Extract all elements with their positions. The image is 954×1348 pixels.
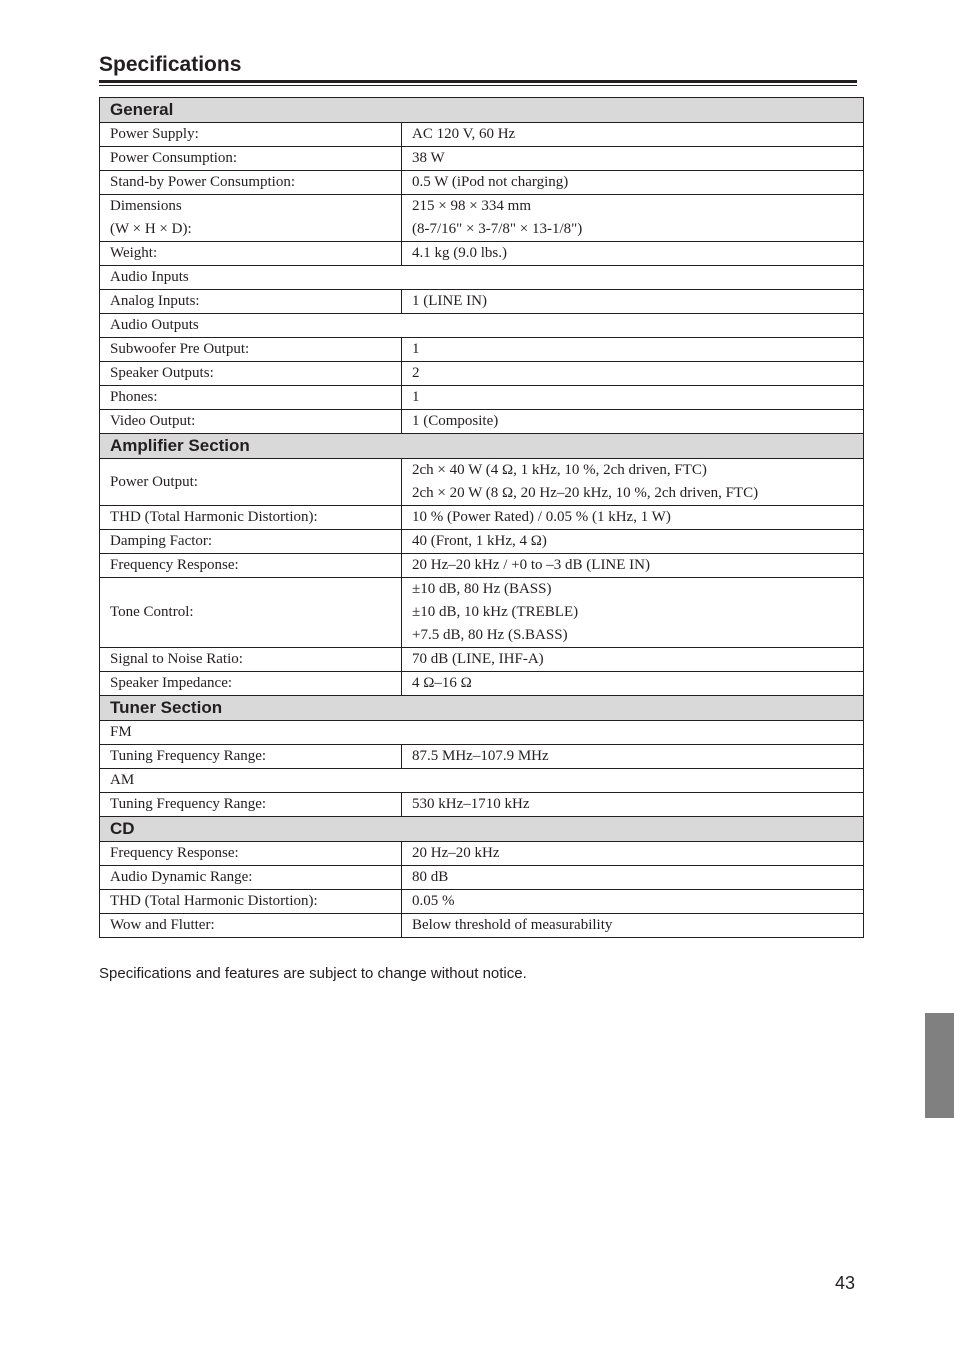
spec-label-line: Frequency Response: (110, 845, 239, 861)
spec-row (100, 123, 864, 147)
spec-row (100, 338, 864, 362)
spec-value-line: Below threshold of measurability (412, 917, 613, 933)
spec-label-line: Power Supply: (110, 126, 199, 142)
spec-value (402, 410, 864, 434)
spec-label (100, 866, 402, 890)
spec-label-line: Audio Outputs (110, 317, 199, 333)
spec-value (402, 171, 864, 195)
spec-label (100, 195, 402, 242)
spec-row (100, 890, 864, 914)
spec-value-line: 215 × 98 × 334 mm (412, 198, 532, 214)
specifications-table (99, 97, 864, 938)
spec-value-line: 4.1 kg (9.0 lbs.) (412, 245, 507, 261)
spec-value (402, 242, 864, 266)
spec-value (402, 338, 864, 362)
specifications-table-body (100, 98, 864, 938)
page-number: 43 (834, 1273, 855, 1293)
spec-label-line: Power Output: (110, 473, 198, 490)
spec-label (100, 171, 402, 195)
spec-row (100, 554, 864, 578)
spec-label (100, 890, 402, 914)
section-title: General (100, 98, 864, 123)
spec-value (402, 554, 864, 578)
spec-label (100, 506, 402, 530)
spec-value-line: 20 Hz–20 kHz / +0 to –3 dB (LINE IN) (412, 557, 651, 573)
spec-row (100, 578, 864, 648)
spec-value-line: 1 (412, 341, 420, 357)
spec-value (402, 793, 864, 817)
spec-label-line: Speaker Impedance: (110, 675, 233, 691)
spec-value (402, 648, 864, 672)
spec-value (402, 123, 864, 147)
section-title: Tuner Section (100, 696, 864, 721)
spec-label-line: Audio Inputs (110, 269, 189, 285)
spec-label (100, 793, 402, 817)
spec-value-line: 1 (412, 389, 420, 405)
spec-label-line: Signal to Noise Ratio: (110, 651, 243, 667)
spec-row (100, 842, 864, 866)
spec-label-line: Subwoofer Pre Output: (110, 341, 250, 357)
spec-row (100, 410, 864, 434)
spec-label (100, 290, 402, 314)
spec-subheading-row (100, 721, 864, 745)
spec-value-line: 1 (Composite) (412, 413, 499, 429)
spec-subheading-row (100, 314, 864, 338)
spec-label-line: THD (Total Harmonic Distortion): (110, 893, 318, 909)
spec-label (100, 410, 402, 434)
spec-label-line: AM (110, 772, 135, 788)
spec-value-line: 80 dB (412, 869, 449, 885)
spec-row (100, 459, 864, 506)
spec-label (100, 530, 402, 554)
section-title: Amplifier Section (100, 434, 864, 459)
spec-label (100, 914, 402, 938)
spec-row (100, 648, 864, 672)
spec-label-line: Power Consumption: (110, 150, 238, 166)
spec-label-line: Tone Control: (110, 604, 194, 620)
spec-label (100, 242, 402, 266)
spec-label-line: Weight: (110, 245, 158, 261)
spec-label-line: Phones: (110, 389, 158, 405)
spec-row (100, 195, 864, 242)
spec-label (100, 578, 402, 648)
spec-value-line: 2 (412, 365, 420, 381)
section-header (100, 817, 864, 842)
spec-label-line: Video Output: (110, 413, 196, 429)
spec-label (100, 554, 402, 578)
spec-value-line: 2ch × 40 W (4 Ω, 1 kHz, 10 %, 2ch driven, FTC) (412, 462, 707, 478)
spec-value-line: 4 Ω–16 Ω (412, 675, 472, 691)
spec-value-line: 1 (LINE IN) (412, 293, 487, 309)
spec-subheading-row (100, 266, 864, 290)
spec-value (402, 386, 864, 410)
section-header (100, 434, 864, 459)
spec-value-line: 20 Hz–20 kHz (412, 845, 500, 861)
spec-row (100, 386, 864, 410)
spec-value-line: 40 (Front, 1 kHz, 4 Ω) (412, 533, 547, 549)
spec-value (402, 745, 864, 769)
spec-label (100, 648, 402, 672)
spec-row (100, 290, 864, 314)
spec-row (100, 147, 864, 171)
spec-row (100, 866, 864, 890)
spec-row (100, 914, 864, 938)
spec-value (402, 890, 864, 914)
spec-row (100, 530, 864, 554)
spec-label (100, 123, 402, 147)
spec-label (100, 147, 402, 171)
spec-label-line: FM (110, 724, 132, 740)
spec-value-line: 530 kHz–1710 kHz (412, 796, 530, 812)
spec-value-line: AC 120 V, 60 Hz (412, 126, 516, 142)
title-divider-thin (99, 85, 857, 86)
spec-subheading (100, 314, 864, 338)
spec-value (402, 362, 864, 386)
spec-label-line: Stand-by Power Consumption: (110, 174, 296, 190)
spec-value-line: 0.5 W (iPod not charging) (412, 174, 569, 190)
spec-label (100, 338, 402, 362)
side-tab-marker (925, 1013, 954, 1118)
spec-label-line: (W × H × D): (110, 221, 192, 237)
spec-label-line: Damping Factor: (110, 533, 213, 549)
spec-row (100, 362, 864, 386)
spec-label (100, 362, 402, 386)
spec-row (100, 745, 864, 769)
spec-value-line: 70 dB (LINE, IHF-A) (412, 651, 544, 667)
spec-label (100, 842, 402, 866)
spec-value (402, 506, 864, 530)
spec-label-line: Audio Dynamic Range: (110, 869, 253, 885)
spec-label-line: Frequency Response: (110, 557, 239, 573)
spec-value (402, 530, 864, 554)
spec-subheading (100, 721, 864, 745)
spec-row (100, 672, 864, 696)
spec-value-line: 2ch × 20 W (8 Ω, 20 Hz–20 kHz, 10 %, 2ch driven, FTC) (412, 485, 759, 501)
spec-row (100, 242, 864, 266)
spec-value (402, 866, 864, 890)
spec-value-line: ±10 dB, 10 kHz (TREBLE) (412, 604, 579, 620)
spec-label (100, 459, 402, 506)
section-title: CD (100, 817, 864, 842)
section-header (100, 696, 864, 721)
spec-subheading-row (100, 769, 864, 793)
spec-value (402, 578, 864, 648)
spec-label (100, 386, 402, 410)
spec-value (402, 914, 864, 938)
spec-label-line: Tuning Frequency Range: (110, 796, 267, 812)
spec-value-line: 38 W (412, 150, 445, 166)
spec-label-line: Dimensions (110, 198, 182, 214)
spec-label-line: THD (Total Harmonic Distortion): (110, 509, 318, 525)
spec-value-line: 87.5 MHz–107.9 MHz (412, 748, 549, 764)
title-divider (99, 80, 857, 83)
spec-value (402, 672, 864, 696)
spec-label-line: Analog Inputs: (110, 293, 200, 309)
footnote: Specifications and features are subject to change without notice. (99, 965, 527, 982)
spec-value (402, 842, 864, 866)
page-title: Specifications (99, 53, 242, 76)
spec-label-line: Speaker Outputs: (110, 365, 214, 381)
spec-value (402, 459, 864, 506)
spec-value-line: 0.05 % (412, 893, 455, 909)
spec-value-line: +7.5 dB, 80 Hz (S.BASS) (412, 627, 568, 643)
spec-label (100, 745, 402, 769)
spec-value-line: (8-7/16" × 3-7/8" × 13-1/8") (412, 221, 583, 237)
spec-subheading (100, 769, 864, 793)
section-header (100, 98, 864, 123)
spec-row (100, 171, 864, 195)
spec-value-line: ±10 dB, 80 Hz (BASS) (412, 581, 552, 597)
spec-label-line: Tuning Frequency Range: (110, 748, 267, 764)
spec-value (402, 195, 864, 242)
spec-label (100, 672, 402, 696)
spec-value (402, 147, 864, 171)
spec-subheading (100, 266, 864, 290)
spec-row (100, 793, 864, 817)
spec-value (402, 290, 864, 314)
spec-value-line: 10 % (Power Rated) / 0.05 % (1 kHz, 1 W) (412, 509, 671, 525)
spec-label-line: Wow and Flutter: (110, 917, 215, 933)
spec-row (100, 506, 864, 530)
